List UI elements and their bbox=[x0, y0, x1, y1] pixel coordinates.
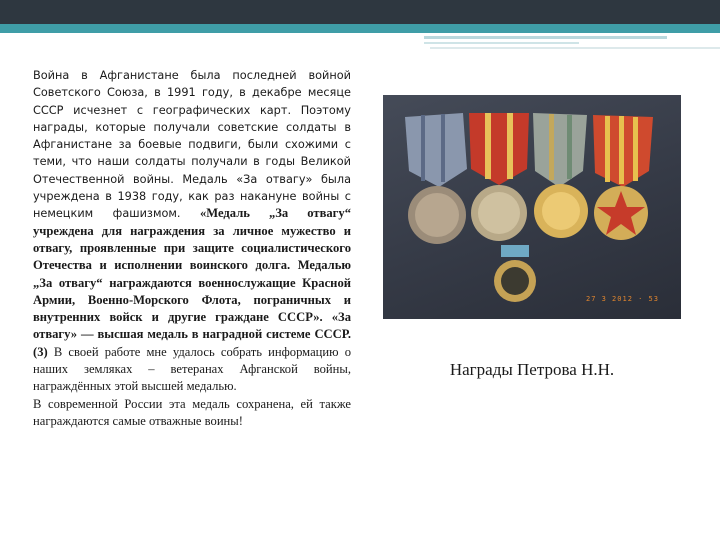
body-text bbox=[33, 67, 351, 430]
header-line bbox=[424, 42, 579, 44]
header-line bbox=[424, 36, 667, 39]
body-paragraph-intro: Война в Афганистане была последней войной Советского Союза, в 1991 году, в декабре месяце СССР исчезнет с географических карт. Поэтому награды, которые получали советские солдаты в Афганистане за боевые подвиги, были схожими с теми, что наши солдаты получали в годы Великой Отечественной войны. Медаль «За отвагу» была учреждена в 1938 году, как раз накануне войны с немецким фашизмом. bbox=[33, 69, 351, 221]
medals-illustration bbox=[383, 95, 681, 319]
photo-caption: Награды Петрова Н.Н. bbox=[449, 360, 615, 379]
medal bbox=[471, 185, 527, 241]
medal-ribbon bbox=[593, 115, 653, 187]
medal-ribbon bbox=[469, 113, 529, 185]
medals-photo bbox=[383, 95, 681, 319]
medal-ribbon bbox=[533, 113, 587, 187]
header-line bbox=[430, 47, 720, 49]
medal bbox=[534, 184, 588, 238]
header-dark-bar bbox=[0, 0, 720, 24]
medal-ribbon bbox=[405, 113, 467, 187]
body-statute-quote: «Медаль „За отвагу“ учреждена для награждения за личное мужество и отвагу, проявленные при защите социалистического Отечества и исполнении воинского долга. Медалью „За отвагу“ награждаются военнослужащие Красной Армии, Военно-Морского Флота, пограничных и внутренних войск и другие граждане СССР». «За отвагу» — высшая медаль в наградной системе СССР.(3) bbox=[33, 206, 351, 359]
photo-date-stamp: 27 3 2012 · 53 bbox=[585, 295, 659, 303]
header-accent-bar bbox=[0, 24, 720, 33]
medal bbox=[494, 245, 536, 302]
medal bbox=[408, 186, 466, 244]
body-paragraph-closing: В современной России эта медаль сохранена, ей также награждаются самые отважные воины! bbox=[33, 396, 351, 428]
medal bbox=[594, 186, 648, 240]
body-paragraph-research: В своей работе мне удалось собрать информацию о наших земляках – ветеранах Афганской войны, награждённых этой высшей медалью. bbox=[33, 344, 351, 394]
